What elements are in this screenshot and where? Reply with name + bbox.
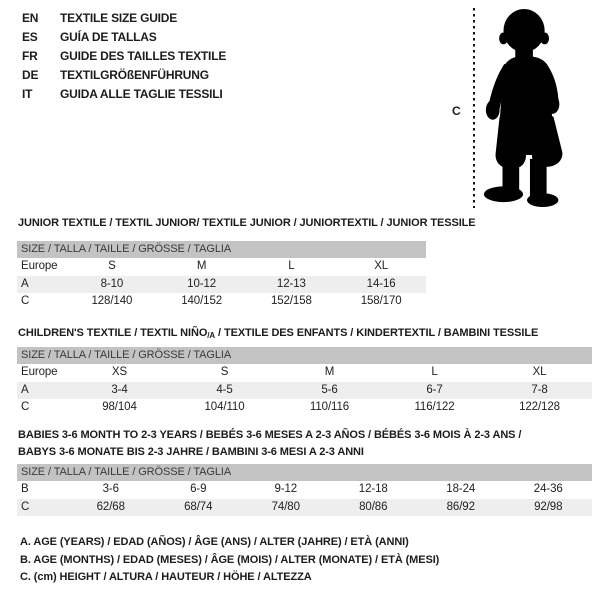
table-cell: 122/128 — [519, 401, 560, 413]
table-cell: M — [324, 366, 335, 378]
table-cell: 116/122 — [414, 401, 455, 413]
table-cell: 74/80 — [271, 500, 300, 513]
language-title-list — [22, 9, 226, 104]
row-label: A — [21, 277, 29, 290]
table-cell: S — [220, 366, 229, 378]
table-cell: 6-9 — [190, 483, 207, 495]
row-label: Europe — [21, 260, 58, 272]
table-cell: S — [108, 260, 116, 272]
table-cell: M — [196, 260, 207, 272]
row-label: C — [21, 500, 30, 513]
size-header-bar: SIZE / TALLA / TAILLE / GRÖSSE / TAGLIA — [17, 241, 426, 258]
language-code: DE — [22, 68, 39, 82]
table-cell: 80/86 — [359, 500, 388, 513]
table-cell: 128/140 — [91, 295, 133, 307]
footnote-a: A. AGE (YEARS) / EDAD (AÑOS) / ÂGE (ANS) / ALTER (JAHRE) / ETÀ (ANNI) — [20, 536, 409, 548]
table-cell: 4-5 — [216, 383, 233, 396]
table-cell: 68/74 — [184, 500, 213, 513]
table-cell: 12-13 — [276, 277, 306, 290]
row-label: A — [21, 383, 29, 396]
table-cell: 98/104 — [102, 401, 137, 413]
table-cell: 10-12 — [187, 277, 217, 290]
table-cell: L — [288, 260, 295, 272]
row-label: C — [21, 401, 30, 413]
table-row — [17, 481, 592, 499]
table-cell: 6-7 — [426, 383, 443, 396]
table-cell: 62/68 — [96, 500, 125, 513]
size-header-bar: SIZE / TALLA / TAILLE / GRÖSSE / TAGLIA — [17, 347, 592, 364]
footnote-c: C. (cm) HEIGHT / ALTURA / HAUTEUR / HÖHE / ALTEZZA — [20, 571, 312, 583]
table-cell: 3-4 — [111, 383, 128, 396]
baby-silhouette-icon — [479, 5, 577, 210]
table-cell: 110/116 — [309, 401, 350, 413]
table-row — [17, 364, 592, 382]
table-cell: 5-6 — [321, 383, 338, 396]
babies-table-rows — [17, 481, 592, 516]
table-row — [17, 293, 426, 311]
junior-table-rows — [17, 258, 426, 311]
children-title-suffix: / TEXTILE DES ENFANTS / KINDERTEXTIL / BAMBINI TESSILE — [215, 327, 539, 339]
babies-table-title — [18, 427, 521, 461]
footnote-list — [20, 534, 439, 587]
table-row — [17, 499, 592, 517]
language-title: GUÍA DE TALLAS — [60, 30, 157, 44]
row-label: B — [21, 483, 29, 495]
babies-title-line1: BABIES 3-6 MONTH TO 2-3 YEARS / BEBÉS 3-6 MESES A 2-3 AÑOS / BÉBÉS 3-6 MOIS À 2-3 ANS / — [18, 429, 522, 441]
table-cell: 18-24 — [446, 483, 476, 495]
language-code: EN — [22, 11, 39, 25]
language-row-de — [22, 66, 226, 85]
table-cell: 3-6 — [102, 483, 119, 495]
babies-size-table — [17, 464, 592, 516]
language-code: ES — [22, 30, 38, 44]
table-cell: 9-12 — [274, 483, 298, 495]
table-cell: 12-18 — [358, 483, 388, 495]
table-row — [17, 382, 592, 400]
children-size-table — [17, 347, 592, 417]
language-row-es — [22, 28, 226, 47]
language-code: IT — [22, 87, 33, 101]
children-title-prefix: CHILDREN'S TEXTILE / TEXTIL NIÑO — [18, 327, 208, 339]
children-table-rows — [17, 364, 592, 417]
language-row-it — [22, 85, 226, 104]
table-cell: 92/98 — [534, 500, 563, 513]
table-row — [17, 276, 426, 294]
language-title: TEXTILE SIZE GUIDE — [60, 11, 178, 25]
babies-title-line2: BABYS 3-6 MONATE BIS 2-3 JAHRE / BAMBINI 3-6 MESI A 2-3 ANNI — [18, 446, 364, 458]
language-title: GUIDE DES TAILLES TEXTILE — [60, 49, 227, 63]
table-cell: XS — [111, 366, 128, 378]
table-cell: XL — [532, 366, 547, 378]
height-dashed-line — [473, 8, 475, 208]
table-row — [17, 258, 426, 276]
table-cell: L — [431, 366, 438, 378]
children-table-title — [18, 325, 538, 344]
children-title-sub: /A — [207, 331, 216, 340]
table-cell: 8-10 — [100, 277, 124, 290]
table-row — [17, 399, 592, 417]
junior-size-table — [17, 241, 426, 311]
table-cell: XL — [374, 260, 389, 272]
footnote-b: B. AGE (MONTHS) / EDAD (MESES) / ÂGE (MOIS) / ALTER (MONATE) / ETÀ (MESI) — [20, 553, 440, 566]
language-row-fr — [22, 47, 226, 66]
language-title: TEXTILGRÖßENFÜHRUNG — [60, 68, 209, 82]
language-row-en — [22, 9, 226, 28]
junior-table-title: JUNIOR TEXTILE / TEXTIL JUNIOR/ TEXTILE JUNIOR / JUNIORTEXTIL / JUNIOR TESSILE — [18, 217, 476, 229]
table-cell: 7-8 — [531, 383, 548, 396]
table-cell: 152/158 — [270, 295, 312, 307]
size-header-bar: SIZE / TALLA / TAILLE / GRÖSSE / TAGLIA — [17, 464, 592, 481]
table-cell: 158/170 — [360, 295, 402, 307]
table-cell: 24-36 — [533, 483, 563, 495]
row-label: C — [21, 295, 30, 307]
table-cell: 140/152 — [181, 295, 223, 307]
table-cell: 86/92 — [446, 500, 475, 513]
language-title: GUIDA ALLE TAGLIE TESSILI — [60, 87, 223, 101]
height-measure-label: C — [452, 104, 461, 118]
row-label: Europe — [21, 366, 58, 378]
table-cell: 14-16 — [366, 277, 396, 290]
language-code: FR — [22, 49, 38, 63]
table-cell: 104/110 — [204, 401, 245, 413]
